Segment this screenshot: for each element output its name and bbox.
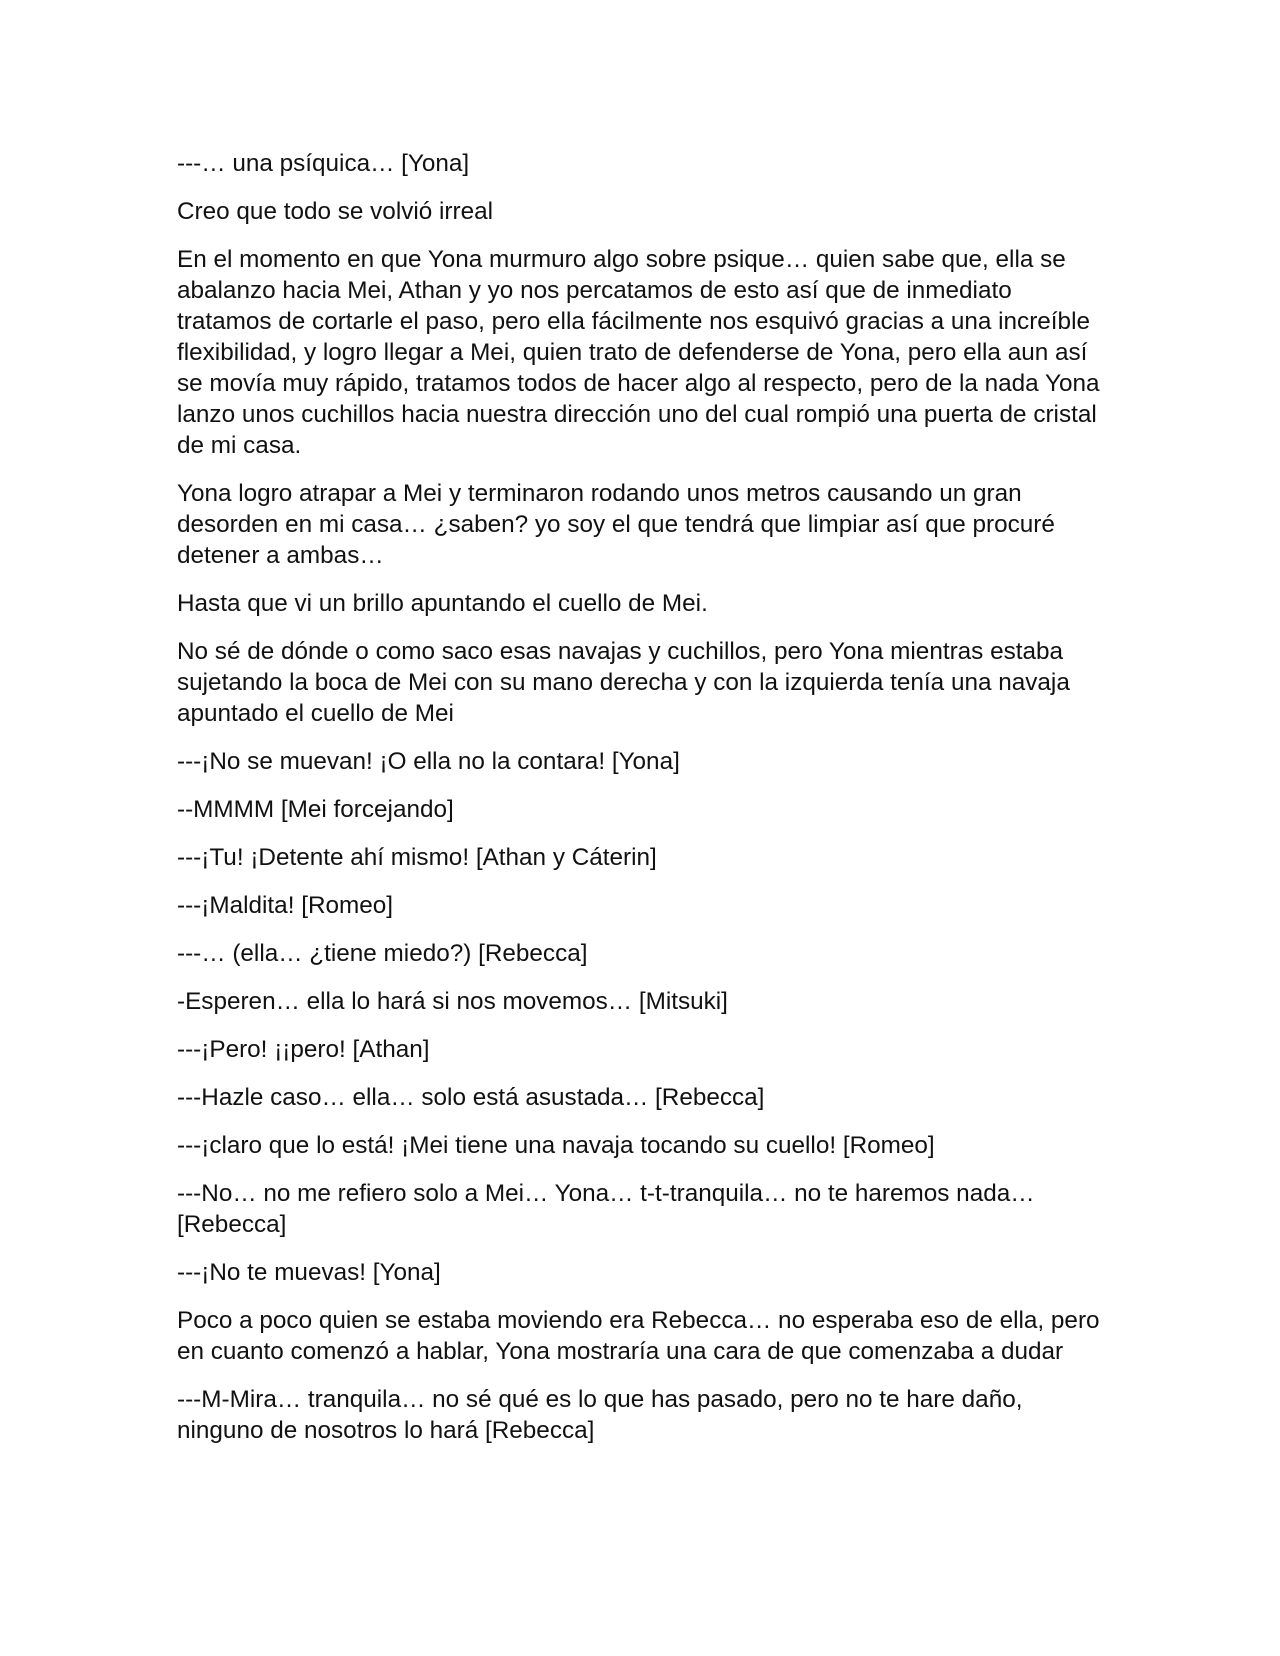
paragraph: ---No… no me refiero solo a Mei… Yona… t-t-tranquila… no te haremos nada… [Rebecca]	[177, 1180, 1035, 1238]
paragraph: Hasta que vi un brillo apuntando el cuello de Mei.	[177, 590, 708, 617]
paragraph: ---… una psíquica… [Yona]	[177, 150, 470, 177]
paragraph: ---¡claro que lo está! ¡Mei tiene una navaja tocando su cuello! [Romeo]	[177, 1132, 935, 1159]
paragraph: ---¡Pero! ¡¡pero! [Athan]	[177, 1036, 430, 1063]
paragraph: ---Hazle caso… ella… solo está asustada… [Rebecca]	[177, 1084, 765, 1111]
paragraph: Creo que todo se volvió irreal	[177, 198, 494, 225]
paragraph: No sé de dónde o como saco esas navajas y cuchillos, pero Yona mientras estaba sujetando la boca de Mei con su mano derecha y con la izquierda tenía una navaja apuntado el cuello de Mei	[177, 638, 1070, 727]
paragraph: Yona logro atrapar a Mei y terminaron rodando unos metros causando un gran desorden en mi casa… ¿saben? yo soy el que tendrá que limpiar así que procuré detener a ambas…	[177, 480, 1055, 569]
paragraph: ---¡Tu! ¡Detente ahí mismo! [Athan y Cáterin]	[177, 844, 657, 871]
paragraph: ---¡No se muevan! ¡O ella no la contara! [Yona]	[177, 748, 680, 775]
paragraph: Poco a poco quien se estaba moviendo era Rebecca… no esperaba eso de ella, pero en cuanto comenzó a hablar, Yona mostraría una cara de que comenzaba a dudar	[177, 1307, 1100, 1365]
paragraph: ---¡No te muevas! [Yona]	[177, 1259, 441, 1286]
paragraph: --MMMM [Mei forcejando]	[177, 796, 454, 823]
paragraph: -Esperen… ella lo hará si nos movemos… [Mitsuki]	[177, 988, 728, 1015]
paragraph: ---¡Maldita! [Romeo]	[177, 892, 394, 919]
paragraph: ---M-Mira… tranquila… no sé qué es lo que has pasado, pero no te hare daño, ninguno de nosotros lo hará [Rebecca]	[177, 1386, 1023, 1444]
document-body	[177, 148, 1107, 1463]
paragraph: En el momento en que Yona murmuro algo sobre psique… quien sabe que, ella se abalanzo hacia Mei, Athan y yo nos percatamos de esto así que de inmediato tratamos de cortarle el paso, pero ella fácilmente nos esquivó gracias a una increíble flexibilidad, y logro llegar a Mei, quien trato de defenderse de Yona, pero ella aun así se movía muy rápido, tratamos todos de hacer algo al respecto, pero de la nada Yona lanzo unos cuchillos hacia nuestra dirección uno del cual rompió una puerta de cristal de mi casa.	[177, 246, 1100, 459]
paragraph: ---… (ella… ¿tiene miedo?) [Rebecca]	[177, 940, 588, 967]
